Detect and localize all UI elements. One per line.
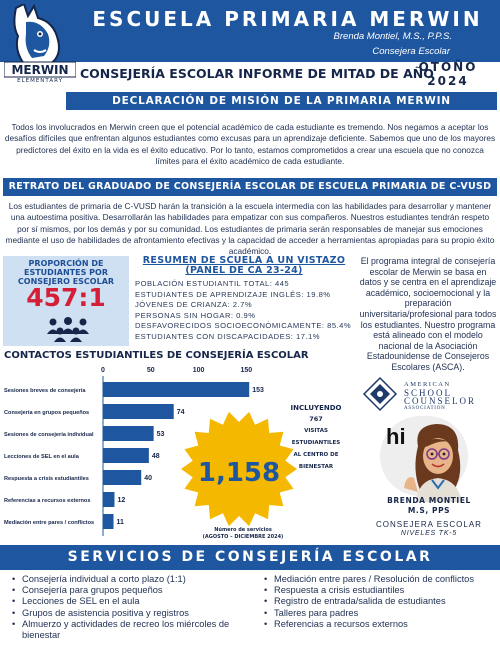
value-label: 40 [144,475,153,482]
service-item: • Talleres para padres [262,608,498,619]
category-label: Consejería en grupos pequeños [4,410,90,416]
total-services-label: Número de servicios [214,527,272,533]
services-list-right [262,574,498,630]
wellness-count: 767 [309,415,323,423]
category-label: Respuesta a crisis estudiantiles [4,476,89,482]
x-tick-label: 50 [146,367,155,374]
wellness-line: AL CENTRO DE [293,452,339,458]
bar [103,470,141,485]
value-label: 48 [151,453,160,460]
snapshot-stat: ESTUDIANTES CON DISCAPACIDADES: 17.1% [135,331,321,341]
program-description: El programa integral de consejería escolar de Merwin se basa en datos y se centra en el aprendizaje académico, socioemocional y la preparación universitaria/profesional para todos los estudiantes. Nuestro programa está alineado con el modelo nacional de la Asociación Estadounidense de Consejeros Escolares (ASCA). [359,256,497,372]
counselor-name-line: BRENDA MONTIEL [387,496,471,505]
value-label: 12 [117,497,126,504]
category-label: Sesiones breves de consejería [4,388,86,394]
ratio-title-line: CONSEJERO ESCOLAR [17,277,115,286]
snapshot-stat: POBLACIÓN ESTUDIANTIL TOTAL: 445 [135,279,290,288]
ratio-box [3,256,129,346]
chart-title: CONTACTOS ESTUDIANTILES DE CONSEJERÍA ESCOLAR [4,350,309,361]
snapshot-title-line: RESUMEN DE SCUELA A UN VISTAZO [142,255,346,266]
snapshot-title [133,256,355,276]
logo-text: MERWIN [11,63,69,77]
portrait-text: Los estudiantes de primaria de C-VUSD harán la transición a la escuela intermedia con las habilidades para desarrollar y mantener una autoestima positiva. Desarrollarán las habilidades para empatizar con sus compañeros. Nuestros estudiantes tendrán respeto por sí mismos, por los demás y por su comunidad. Los estudiantes de primaria serán responsables de manejar sus emociones mediante el uso de habilidades de afrontamiento efectivas y la capacidad de acceder a herramientas apropiadas para su propio éxito académico. [5,201,495,257]
portrait-heading: RETRATO DEL GRADUADO DE CONSEJERÍA ESCOLAR DE ESCUELA PRIMARIA DE C-VUSD [3,178,497,196]
category-label: Mediación entre pares / conflictos [4,520,95,526]
x-tick-label: 0 [101,367,105,374]
service-item: • Respuesta a crisis estudiantiles [262,585,498,596]
services-heading: SERVICIOS DE CONSEJERÍA ESCOLAR [0,545,500,570]
ratio-title [3,259,129,286]
school-title: ESCUELA PRIMARIA MERWIN [92,7,483,31]
counselor-name [364,496,494,516]
value-label: 153 [252,387,264,394]
service-item: • Grupos de asistencia positiva y registros [10,608,262,619]
snapshot-stat: DESFAVORECIDOS SOCIOECONÓMICAMENTE: 85.4% [135,321,352,330]
wellness-line: BIENESTAR [298,464,334,470]
mission-text: Todos los involucrados en Merwin creen que el potencial académico de cada estudiante es tremendo. Nos negamos a aceptar los desafíos difíciles que enfrentan algunos estudiantes como excusas para un aprendizaje deficiente. Sabemos que uno de los mayores predictores del éxito en la vida es el éxito educativo. Por lo tanto, estamos comprometidos a crear una escuela que no conozca límites para el éxito académico de cada estudiante. [4,122,496,166]
wellness-line: VISITAS [304,428,328,434]
asca-logo-icon [362,376,398,412]
category-label: Referencias a recursos externos [4,498,91,504]
value-label: 53 [156,431,165,438]
service-item: • Consejería individual a corto plazo (1:1) [10,574,262,585]
logo-subtext: ELEMENTARY [17,78,63,84]
season-name: OTOÑO [418,60,478,74]
ratio-title-line: PROPORCIÓN DE [28,259,104,268]
wellness-line: INCLUYENDO [290,404,342,412]
asca-line: AMERICAN [404,381,451,388]
counselor-grades: NIVELES TK-5 [400,530,458,537]
greeting: hi [386,424,406,449]
asca-wordmark [404,381,494,413]
snapshot-stat: PERSONAS SIN HOGAR: 0.9% [135,310,256,320]
snapshot-stat: JÓVENES DE CRIANZA: 2.7% [135,300,253,309]
mustang-logo-icon [4,4,76,84]
total-services-range: (AGOSTO – DICIEMBRE 2024) [202,534,284,540]
asca-line: SCHOOL [404,388,453,398]
school-snapshot [133,256,355,351]
asca-line: COUNSELOR [404,396,477,406]
report-title: CONSEJERÍA ESCOLAR INFORME DE MITAD DE AÑO [80,66,434,81]
ratio-value: 457:1 [26,283,106,312]
value-label: 11 [116,519,124,526]
ratio-title-line: ESTUDIANTES POR [24,268,108,277]
bar [103,514,114,529]
bar [103,492,114,507]
asca-line: ASSOCIATION [404,406,446,411]
service-item: • Consejería para grupos pequeños [10,585,262,596]
value-label: 74 [176,409,185,416]
bar [103,382,249,397]
snapshot-stat: ESTUDIANTES DE APRENDIZAJE INGLÉS: 19.8% [135,289,331,299]
wellness-visits-note [290,404,342,473]
service-item: • Referencias a recursos externos [262,619,498,630]
services-list-left [10,574,262,641]
service-item: • Mediación entre pares / Resolución de conflictos [262,574,498,585]
mission-heading: DECLARACIÓN DE MISIÓN DE LA PRIMARIA MERWIN [66,92,497,110]
season-year: 2024 [427,74,469,88]
category-label: Lecciones de SEL en el aula [4,454,79,460]
snapshot-title-line: (PANEL DE CA 23-24) [185,265,303,276]
bar [103,448,149,463]
total-services-note [198,527,288,541]
counselor-role: Consejera Escolar [372,46,450,57]
snapshot-list [133,279,355,342]
total-services-value: 1,158 [197,458,281,488]
x-tick-label: 100 [192,367,205,374]
counselor-credentials-line: M.S, PPS [407,506,451,515]
counselor-title: CONSEJERA ESCOLAR [376,520,482,529]
service-item: • Almuerzo y actividades de recreo los miércoles de bienestar [10,619,262,641]
category-label: Sesiones de consejería individual [4,432,94,438]
bar [103,426,154,441]
season-label [413,60,483,88]
service-item: • Registro de entrada/salida de estudiantes [262,596,498,607]
bar [103,404,174,419]
wellness-line: ESTUDIANTILES [291,440,341,446]
x-tick-label: 150 [240,367,253,374]
people-group-icon [43,316,93,342]
counselor-credentials: Brenda Montiel, M.S., P.P.S. [333,31,452,42]
service-item: • Lecciones de SEL en el aula [10,596,262,607]
